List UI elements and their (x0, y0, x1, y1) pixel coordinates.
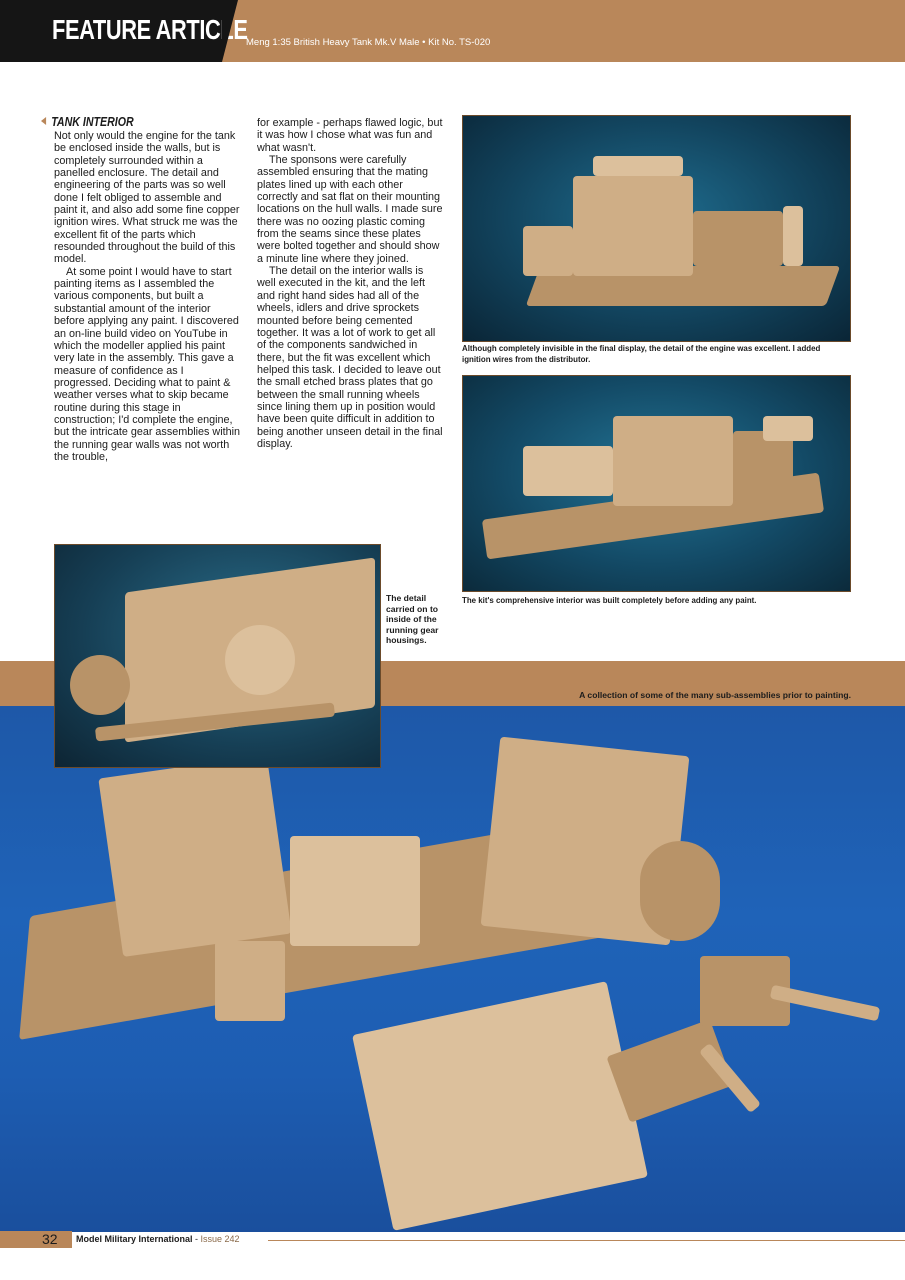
radiator-shape (733, 431, 793, 501)
hull-side-wall-shape (98, 755, 291, 957)
drive-wheel-shape (225, 625, 295, 695)
issue-number: Issue 242 (200, 1234, 240, 1244)
running-gear-caption: The detail carried on to inside of the running gear housings. (386, 593, 439, 645)
section-heading-text: TANK INTERIOR (51, 115, 134, 129)
paragraph: Not only would the engine for the tank be enclosed inside the walls, but is completely surrounded within a panelled enclosure. The detail and engineering of the parts was so well done I felt obliged to assemble and paint it, and also add some fine copper ignition wires. What struck me was the excellent fit of the parts which resounded throughout the build of this model. (54, 130, 240, 266)
sprocket-shape (70, 655, 130, 715)
radiator-shape (215, 941, 285, 1021)
arrow-left-icon (41, 117, 46, 125)
radiator-shape (523, 226, 573, 276)
gearbox-shape (693, 211, 783, 266)
page-header (0, 0, 905, 62)
rear-frame-shape (783, 206, 803, 266)
page-number: 32 (42, 1231, 58, 1247)
interior-photo (462, 375, 851, 592)
engine-block-shape (613, 416, 733, 506)
article-column-2 (257, 117, 443, 450)
engine-block-shape (573, 176, 693, 276)
section-heading (41, 115, 134, 129)
footer-rule (268, 1240, 905, 1241)
footer-publication (76, 1233, 240, 1245)
subassemblies-photo (0, 706, 905, 1232)
interior-photo-caption: The kit's comprehensive interior was built completely before adding any paint. (462, 595, 757, 605)
subassemblies-photo-caption: A collection of some of the many sub-assemblies prior to painting. (579, 690, 851, 700)
footer-separator: - (192, 1234, 201, 1244)
engine-photo (462, 115, 851, 342)
running-gear-photo (54, 544, 381, 768)
gearbox-shape (523, 446, 613, 496)
engine-top-shape (593, 156, 683, 176)
sponson-shape (352, 981, 648, 1231)
radiator-top-shape (763, 416, 813, 441)
paragraph: for example - perhaps flawed logic, but it was how I chose what was fun and what wasn't. (257, 117, 443, 154)
header-tab (0, 0, 248, 62)
feature-title: FEATURE ARTICLE (52, 14, 248, 45)
header-subtitle: Meng 1:35 British Heavy Tank Mk.V Male • Kit No. TS-020 (246, 37, 491, 48)
engine-block-shape (290, 836, 420, 946)
paragraph: The sponsons were carefully assembled ensuring that the mating plates lined up with each other correctly and sat flat on their mounting locations on the hull walls. I made sure there was no oozing plastic coming from the seams since these plates were bolted together and should show a minute line where they joined. (257, 154, 443, 265)
flywheel-shape (640, 841, 720, 941)
article-column-1 (54, 130, 241, 463)
publication-name: Model Military International (76, 1234, 193, 1244)
paragraph: The detail on the interior walls is well executed in the kit, and the left and right hand sides had all of the wheels, idlers and drive sprockets mounted before being cemented together. It was a lot of work to get all of the components sandwiched in there, but the fit was excellent which helped this task. I decided to leave out the small etched brass plates that go between the small running wheels since lining them up in position would have been quite difficult in addition to being another unseen detail in the final display. (257, 265, 443, 450)
footer-page-number-bar (0, 1231, 72, 1248)
paragraph: At some point I would have to start painting items as I assembled the various components, but built a substantial amount of the interior before applying any paint. I discovered an on-line build video on YouTube in which the modeller applied his paint very late in the assembly. This gave a measure of confidence as I progressed. Deciding what to paint & weather verses what to skip became routine during this stage in construction; I'd complete the engine, but the intricate gear assemblies within the running gear walls was not worth the trouble, (54, 265, 241, 463)
engine-photo-caption: Although completely invisible in the final display, the detail of the engine was excellent. I added ignition wires from the distributor. (462, 343, 821, 364)
